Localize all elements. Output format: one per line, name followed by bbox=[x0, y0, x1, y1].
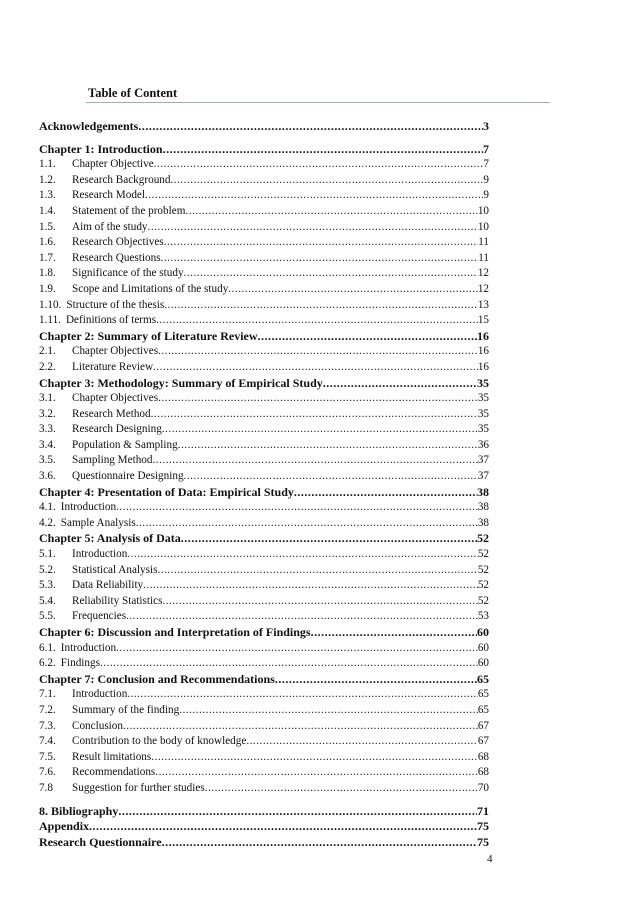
dot-leader bbox=[151, 750, 478, 766]
toc-entry-number: 4.1. bbox=[39, 501, 56, 514]
toc-entry-page: 52 bbox=[477, 548, 489, 561]
toc-entry-number: 1.3. bbox=[39, 189, 56, 202]
dot-leader bbox=[155, 765, 478, 781]
toc-entry-title: Statistical Analysis bbox=[72, 563, 158, 576]
toc-entry-title: Chapter Objective bbox=[72, 158, 154, 171]
toc-entry-title: Statement of the problem bbox=[72, 204, 186, 217]
dot-leader bbox=[123, 719, 478, 735]
toc-entry bbox=[39, 687, 489, 703]
toc-entry-number: 6.2. bbox=[39, 657, 56, 670]
dot-leader bbox=[246, 734, 477, 750]
dot-leader bbox=[164, 235, 479, 251]
toc-entry-page: 38 bbox=[477, 501, 489, 514]
toc-entry bbox=[39, 656, 489, 672]
dot-leader bbox=[136, 516, 478, 532]
dot-leader bbox=[154, 157, 484, 173]
toc-entry-page: 9 bbox=[483, 189, 489, 202]
toc-entry-title: Sampling Method bbox=[72, 454, 153, 467]
toc-entry-title: Population & Sampling bbox=[72, 438, 178, 451]
toc-entry-page: 16 bbox=[477, 328, 489, 343]
toc-entry-title: Questionnaire Designing bbox=[72, 470, 184, 483]
toc-entry-number: 7.5. bbox=[39, 750, 56, 763]
toc-entry-title: Appendix bbox=[39, 819, 90, 834]
toc-entry-page: 52 bbox=[477, 594, 489, 607]
toc-entry-title: Literature Review bbox=[72, 360, 154, 373]
toc-entry-page: 35 bbox=[477, 407, 489, 420]
dot-leader bbox=[228, 282, 478, 298]
toc-entry bbox=[39, 142, 489, 158]
toc-entry-title: Chapter Objectives bbox=[72, 392, 159, 405]
toc-entry bbox=[39, 119, 489, 135]
toc-entry bbox=[39, 485, 489, 501]
toc-entry bbox=[39, 453, 489, 469]
toc-entry bbox=[39, 407, 489, 423]
toc-entry-title: Research Designing bbox=[72, 423, 162, 436]
dot-leader bbox=[184, 469, 478, 485]
dot-leader bbox=[294, 485, 477, 501]
toc-entry bbox=[39, 547, 489, 563]
dot-leader bbox=[127, 547, 478, 563]
toc-entry bbox=[39, 422, 489, 438]
dot-leader bbox=[161, 251, 479, 267]
toc-entry-title: Chapter 1: Introduction bbox=[39, 141, 163, 156]
dot-leader bbox=[158, 344, 478, 360]
toc-entry-page: 53 bbox=[477, 610, 489, 623]
toc-entry-title: Findings bbox=[60, 657, 100, 670]
toc-entry-number: 5.4. bbox=[39, 594, 56, 607]
dot-leader bbox=[151, 407, 478, 423]
toc-entry-number: 5.2. bbox=[39, 563, 56, 576]
toc-entry-page: 60 bbox=[477, 641, 489, 654]
toc-entry bbox=[39, 266, 489, 282]
toc-entry-number: 3.1. bbox=[39, 392, 56, 405]
toc-entry bbox=[39, 516, 489, 532]
toc-entry-page: 7 bbox=[483, 158, 489, 171]
toc-entry-page: 38 bbox=[477, 484, 489, 499]
dot-leader bbox=[170, 173, 483, 189]
toc-entry-title: Research Questionnaire bbox=[39, 834, 162, 849]
toc-entry-number: 1.11. bbox=[39, 314, 61, 327]
toc-entry-page: 11 bbox=[478, 236, 489, 249]
toc-entry bbox=[39, 344, 489, 360]
toc-entry-page: 9 bbox=[483, 173, 489, 186]
toc-entry-title: Introduction bbox=[72, 548, 128, 561]
toc-entry-title: Introduction bbox=[60, 501, 117, 514]
toc-entry-page: 60 bbox=[477, 625, 489, 639]
toc-entry-page: 71 bbox=[477, 803, 489, 818]
toc-entry-number: 3.4. bbox=[39, 438, 56, 451]
dot-leader bbox=[145, 188, 483, 204]
toc-entry-number: 1.2. bbox=[39, 173, 56, 186]
toc-entry-number: 7.6. bbox=[39, 766, 56, 779]
toc-entry-title: Research Background bbox=[72, 173, 171, 186]
toc-entry bbox=[39, 734, 489, 750]
dot-leader bbox=[275, 672, 477, 688]
toc-entry bbox=[39, 298, 489, 314]
toc-entry-title: Definitions of terms bbox=[65, 314, 157, 327]
toc-entry-page: 10 bbox=[477, 220, 489, 233]
toc-entry-page: 52 bbox=[477, 563, 489, 576]
toc-entry-title: Frequencies bbox=[72, 610, 127, 623]
toc-entry bbox=[39, 500, 489, 516]
dot-leader bbox=[158, 391, 478, 407]
toc-entry-title: Chapter Objectives bbox=[72, 345, 159, 358]
toc-entry-page: 10 bbox=[477, 204, 489, 217]
toc-entry-page: 11 bbox=[478, 251, 489, 264]
toc-entry-title: Chapter 2: Summary of Literature Review bbox=[39, 328, 258, 343]
toc-entry bbox=[39, 360, 489, 376]
toc-entry-title: Introduction bbox=[60, 641, 117, 654]
toc-entry bbox=[39, 703, 489, 719]
toc-entry-number: 1.4. bbox=[39, 204, 56, 217]
dot-leader bbox=[118, 804, 477, 820]
dot-leader bbox=[162, 422, 478, 438]
toc-entry-page: 67 bbox=[477, 719, 489, 732]
toc-entry bbox=[39, 282, 489, 298]
toc-entry bbox=[39, 804, 489, 820]
page-number: 4 bbox=[487, 853, 493, 865]
toc-entry-page: 16 bbox=[477, 345, 489, 358]
toc-entry-page: 68 bbox=[477, 766, 489, 779]
toc-entry bbox=[39, 835, 489, 851]
toc-entry bbox=[39, 594, 489, 610]
dot-leader bbox=[181, 531, 477, 547]
toc-entry-number: 5.3. bbox=[39, 579, 56, 592]
toc-entry bbox=[39, 625, 489, 641]
dot-leader bbox=[205, 781, 478, 797]
toc-entry bbox=[39, 750, 489, 766]
toc-entry bbox=[39, 157, 489, 173]
dot-leader bbox=[179, 703, 478, 719]
toc-entry bbox=[39, 641, 489, 657]
toc-entry-page: 38 bbox=[477, 516, 489, 529]
toc-entry bbox=[39, 781, 489, 797]
toc-entry-title: Scope and Limitations of the study bbox=[72, 282, 229, 295]
toc-entry-number: 3.5. bbox=[39, 454, 56, 467]
toc-entry bbox=[39, 376, 489, 392]
toc-entry-title: Significance of the study bbox=[72, 267, 184, 280]
toc-entry bbox=[39, 220, 489, 236]
toc-entry-page: 52 bbox=[477, 579, 489, 592]
toc-entry-page: 75 bbox=[477, 834, 489, 849]
dot-leader bbox=[116, 641, 478, 657]
heading-underline bbox=[86, 102, 550, 103]
toc-entry bbox=[39, 188, 489, 204]
dot-leader bbox=[163, 142, 483, 158]
toc-entry-page: 65 bbox=[477, 688, 489, 701]
toc-entry bbox=[39, 469, 489, 485]
toc-entry bbox=[39, 251, 489, 267]
dot-leader bbox=[185, 204, 477, 220]
toc-entry-number: 7.8 bbox=[39, 781, 53, 794]
toc-entry-page: 60 bbox=[477, 657, 489, 670]
toc-entry-number: 7.1. bbox=[39, 688, 56, 701]
toc-entry-title: Research Method bbox=[72, 407, 151, 420]
toc-entry-title: Chapter 7: Conclusion and Recommendations bbox=[39, 671, 275, 686]
toc-entry-page: 37 bbox=[477, 454, 489, 467]
toc-entry-page: 35 bbox=[477, 392, 489, 405]
toc-entry-number: 7.3. bbox=[39, 719, 56, 732]
toc-entry-title: Structure of the thesis bbox=[66, 298, 165, 311]
toc-entry-number: 1.10. bbox=[39, 298, 62, 311]
toc-entry bbox=[39, 672, 489, 688]
toc-entry-number: 1.9. bbox=[39, 282, 56, 295]
toc-entry-title: Chapter 5: Analysis of Data bbox=[39, 531, 181, 546]
toc-entry-title: Acknowledgements bbox=[39, 119, 139, 133]
dot-leader bbox=[258, 329, 477, 345]
toc-entry-number: 1.5. bbox=[39, 220, 56, 233]
toc-entry-number: 2.2. bbox=[39, 360, 56, 373]
dot-leader bbox=[148, 220, 478, 236]
toc-entry-title: Sample Analysis bbox=[60, 516, 136, 529]
toc-entry-title: Recommendations bbox=[72, 766, 156, 779]
dot-leader bbox=[157, 563, 477, 579]
table-of-contents bbox=[39, 119, 489, 850]
toc-entry bbox=[39, 438, 489, 454]
dot-leader bbox=[116, 500, 478, 516]
dot-leader bbox=[143, 578, 478, 594]
toc-entry-title: Introduction bbox=[72, 688, 128, 701]
toc-entry bbox=[39, 609, 489, 625]
toc-entry-title: Summary of the finding bbox=[72, 703, 180, 716]
toc-entry bbox=[39, 819, 489, 835]
toc-entry-title: Suggestion for further studies bbox=[72, 781, 205, 794]
dot-leader bbox=[323, 376, 477, 392]
dot-leader bbox=[153, 453, 478, 469]
toc-entry bbox=[39, 578, 489, 594]
toc-entry-number: 3.2. bbox=[39, 407, 56, 420]
toc-entry-page: 15 bbox=[477, 314, 489, 327]
toc-entry-number: 3.6. bbox=[39, 470, 56, 483]
toc-entry-page: 68 bbox=[477, 750, 489, 763]
dot-leader bbox=[156, 313, 478, 329]
toc-entry bbox=[39, 391, 489, 407]
toc-entry bbox=[39, 313, 489, 329]
toc-entry bbox=[39, 719, 489, 735]
toc-entry-number: 1.6. bbox=[39, 236, 56, 249]
toc-entry-title: Aim of the study bbox=[72, 220, 148, 233]
dot-leader bbox=[126, 609, 478, 625]
toc-entry-number: 7.2. bbox=[39, 703, 56, 716]
toc-entry bbox=[39, 563, 489, 579]
toc-entry-title: Research Questions bbox=[72, 251, 161, 264]
toc-entry-number: 7.4. bbox=[39, 735, 56, 748]
toc-heading: Table of Content bbox=[88, 86, 178, 100]
toc-entry bbox=[39, 329, 489, 345]
toc-entry-title: Chapter 4: Presentation of Data: Empirical Study bbox=[39, 484, 294, 499]
toc-entry-page: 37 bbox=[477, 470, 489, 483]
dot-leader bbox=[178, 438, 478, 454]
toc-entry-page: 70 bbox=[477, 781, 489, 794]
toc-entry-title: 8. Bibliography bbox=[39, 803, 119, 818]
dot-leader bbox=[162, 594, 477, 610]
toc-entry-page: 3 bbox=[483, 119, 489, 133]
toc-entry-page: 67 bbox=[477, 735, 489, 748]
toc-entry bbox=[39, 173, 489, 189]
dot-leader bbox=[153, 360, 478, 376]
toc-entry-number: 3.3. bbox=[39, 423, 56, 436]
toc-entry-page: 35 bbox=[477, 423, 489, 436]
dot-leader bbox=[311, 625, 477, 641]
toc-entry-page: 12 bbox=[477, 267, 489, 280]
toc-entry-page: 13 bbox=[477, 298, 489, 311]
toc-entry-number: 1.8. bbox=[39, 267, 56, 280]
toc-entry-title: Chapter 3: Methodology: Summary of Empirical Study bbox=[39, 375, 323, 390]
toc-entry bbox=[39, 235, 489, 251]
toc-entry-title: Data Reliability bbox=[72, 579, 144, 592]
toc-entry-number: 4.2. bbox=[39, 516, 56, 529]
toc-entry-title: Research Objectives bbox=[72, 236, 164, 249]
dot-leader bbox=[184, 266, 478, 282]
toc-entry-number: 1.1. bbox=[39, 158, 56, 171]
toc-entry-page: 52 bbox=[477, 531, 489, 546]
dot-leader bbox=[127, 687, 478, 703]
toc-entry-page: 65 bbox=[477, 671, 489, 686]
dot-leader bbox=[164, 298, 478, 314]
toc-entry-title: Result limitations bbox=[72, 750, 152, 763]
toc-entry-title: Conclusion bbox=[72, 719, 123, 732]
dot-leader bbox=[138, 119, 483, 135]
toc-entry-number: 2.1. bbox=[39, 345, 56, 358]
toc-entry-number: 5.1. bbox=[39, 548, 56, 561]
toc-entry-page: 12 bbox=[477, 282, 489, 295]
toc-entry bbox=[39, 765, 489, 781]
toc-entry-title: Research Model bbox=[72, 189, 146, 202]
toc-entry-title: Reliability Statistics bbox=[72, 594, 163, 607]
toc-entry-number: 5.5. bbox=[39, 610, 56, 623]
toc-entry-page: 75 bbox=[477, 819, 489, 834]
toc-entry-page: 35 bbox=[477, 375, 489, 390]
toc-entry-page: 16 bbox=[477, 360, 489, 373]
toc-entry bbox=[39, 531, 489, 547]
dot-leader bbox=[162, 835, 477, 851]
toc-entry bbox=[39, 204, 489, 220]
toc-entry-page: 36 bbox=[477, 438, 489, 451]
toc-entry-page: 65 bbox=[477, 703, 489, 716]
toc-entry-title: Contribution to the body of knowledge bbox=[72, 735, 247, 748]
toc-entry-title: Chapter 6: Discussion and Interpretation of Findings bbox=[39, 625, 311, 639]
dot-leader bbox=[100, 656, 478, 672]
toc-entry-number: 6.1. bbox=[39, 641, 56, 654]
dot-leader bbox=[89, 819, 477, 835]
toc-entry-page: 7 bbox=[483, 141, 489, 156]
toc-entry-number: 1.7. bbox=[39, 251, 56, 264]
